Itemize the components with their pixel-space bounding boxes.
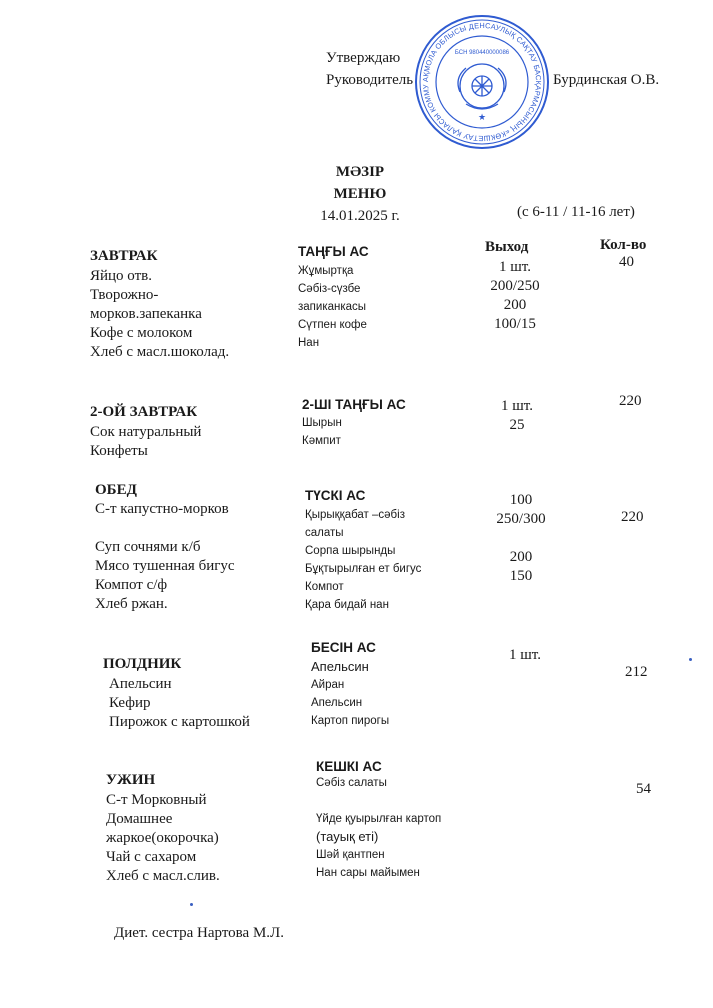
output-value: 1 шт. bbox=[501, 398, 533, 414]
output-value: 200 bbox=[509, 549, 533, 565]
second-breakfast-title-kz: 2-ШІ ТАҢҒЫ АС bbox=[302, 397, 406, 412]
svg-text:БСН 980440000086: БСН 980440000086 bbox=[454, 50, 510, 56]
list-item: Сок натуральный bbox=[90, 424, 202, 440]
list-item: Бұқтырылған ет бигус bbox=[305, 563, 422, 575]
output-value: 200 bbox=[503, 297, 527, 313]
list-item: Нан bbox=[298, 337, 320, 349]
list-item: Домашнее bbox=[106, 811, 173, 827]
list-item: Қара бидай нан bbox=[305, 599, 389, 611]
lunch-title-kz: ТҮСКІ АС bbox=[305, 488, 366, 503]
list-item: Яйцо отв. bbox=[90, 268, 152, 284]
scan-dot bbox=[190, 903, 193, 906]
list-item: Хлеб с масл.слив. bbox=[106, 868, 220, 884]
output-value: 1 шт. bbox=[509, 647, 541, 663]
list-item: Шырын bbox=[302, 417, 342, 429]
list-item: жаркое(окорочка) bbox=[106, 830, 219, 846]
breakfast-qty: 40 bbox=[619, 254, 634, 270]
list-item: Апельсин bbox=[311, 659, 369, 674]
output-header: Выход bbox=[485, 239, 529, 255]
list-item: Хлеб ржан. bbox=[95, 596, 168, 612]
snack-title-ru: ПОЛДНИК bbox=[103, 656, 182, 672]
dinner-title-kz: КЕШКІ АС bbox=[316, 759, 382, 774]
snack-qty: 212 bbox=[625, 664, 648, 680]
list-item: Хлеб с масл.шоколад. bbox=[90, 344, 230, 360]
list-item: Творожно- bbox=[90, 287, 159, 303]
svg-text:АҚМОЛА ОБЛЫСЫ ДЕНСАУЛЫҚ САҚТАУ: АҚМОЛА ОБЛЫСЫ ДЕНСАУЛЫҚ САҚТАУ БАСҚАРМАСЫНЫҢ «КӨКШЕТАУ ҚАЛАСЫ КОММУ bbox=[420, 20, 544, 144]
second-breakfast-title-ru: 2-ОЙ ЗАВТРАК bbox=[90, 404, 198, 420]
list-item: Үйде қуырылған картоп bbox=[316, 813, 442, 825]
breakfast-items-ru bbox=[90, 267, 229, 362]
dietitian-signature: Диет. сестра Нартова М.Л. bbox=[114, 925, 284, 941]
list-item: Жұмыртқа bbox=[298, 265, 354, 277]
list-item: Мясо тушенная бигус bbox=[95, 558, 235, 574]
list-item: Нан сары майымен bbox=[316, 867, 420, 879]
title-kz: МӘЗІР bbox=[335, 164, 385, 180]
list-item: Суп сочнями к/б bbox=[95, 539, 201, 555]
head-name: Бурдинская О.В. bbox=[553, 72, 660, 88]
breakfast-title-kz: ТАҢҒЫ АС bbox=[298, 244, 369, 259]
scan-dot bbox=[689, 658, 692, 661]
list-item: Кефир bbox=[109, 695, 151, 711]
dinner-items-kz bbox=[316, 777, 516, 897]
output-value: 100 bbox=[509, 492, 533, 508]
list-item: Компот bbox=[305, 581, 344, 593]
lunch-title-ru: ОБЕД bbox=[95, 482, 137, 498]
dinner-title-ru: УЖИН bbox=[106, 772, 156, 788]
list-item: Шәй қантпен bbox=[316, 849, 385, 861]
title-ru: МЕНЮ bbox=[333, 186, 387, 202]
list-item: морков.запеканка bbox=[90, 306, 202, 322]
list-item: Сәбіз салаты bbox=[316, 777, 387, 789]
breakfast-title-ru: ЗАВТРАК bbox=[90, 248, 158, 264]
list-item: Конфеты bbox=[90, 443, 148, 459]
qty-header: Кол-во bbox=[600, 237, 647, 253]
snack-items-ru bbox=[109, 675, 250, 732]
list-item: Сәбіз-сүзбе bbox=[298, 283, 361, 295]
dinner-qty: 54 bbox=[636, 781, 651, 797]
output-value: 250/300 bbox=[496, 511, 546, 527]
list-item bbox=[95, 519, 235, 538]
lunch-items-kz bbox=[305, 506, 421, 614]
snack-items-kz bbox=[311, 658, 389, 730]
list-item: Апельсин bbox=[109, 676, 172, 692]
head-label: Руководитель bbox=[326, 72, 414, 88]
list-item: Айран bbox=[311, 679, 345, 691]
output-value: 25 bbox=[509, 417, 525, 433]
list-item: Компот с/ф bbox=[95, 577, 168, 593]
snack-output bbox=[480, 647, 570, 664]
output-value: 200/250 bbox=[490, 278, 540, 294]
lunch-items-ru bbox=[95, 500, 235, 614]
list-item: Апельсин bbox=[311, 697, 363, 709]
list-item: Сүтпен кофе bbox=[298, 319, 367, 331]
svg-text:★: ★ bbox=[477, 112, 487, 122]
list-item: С-т Морковный bbox=[106, 792, 207, 808]
list-item: запиканкасы bbox=[298, 301, 367, 313]
lunch-output bbox=[476, 491, 566, 586]
list-item: Пирожок с картошкой bbox=[109, 714, 250, 730]
list-item: Чай с сахаром bbox=[106, 849, 197, 865]
lunch-qty: 220 bbox=[621, 509, 644, 525]
age-range: (с 6-11 / 11-16 лет) bbox=[517, 204, 635, 220]
list-item: Кәмпит bbox=[302, 435, 341, 447]
list-item: салаты bbox=[305, 527, 344, 539]
list-item: С-т капустно-морков bbox=[95, 501, 229, 517]
output-value: 1 шт. bbox=[499, 259, 531, 275]
output-value bbox=[476, 529, 566, 548]
list-item: (тауық еті) bbox=[316, 829, 379, 844]
list-item: Қырыққабат –сәбіз bbox=[305, 509, 405, 521]
list-item: Кофе с молоком bbox=[90, 325, 193, 341]
second-breakfast-output bbox=[472, 397, 562, 435]
dinner-items-ru bbox=[106, 791, 220, 886]
breakfast-output bbox=[470, 258, 560, 334]
list-item: Картоп пирогы bbox=[311, 715, 390, 727]
menu-date: 14.01.2025 г. bbox=[320, 208, 400, 224]
snack-title-kz: БЕСІН АС bbox=[311, 640, 376, 655]
output-value: 150 bbox=[509, 568, 533, 584]
second-breakfast-items-ru bbox=[90, 423, 201, 461]
second-breakfast-items-kz bbox=[302, 414, 342, 450]
list-item: Сорпа шырынды bbox=[305, 545, 396, 557]
official-stamp bbox=[414, 14, 550, 150]
second-breakfast-qty: 220 bbox=[619, 393, 642, 409]
approve-label: Утверждаю bbox=[326, 50, 401, 66]
breakfast-items-kz bbox=[298, 262, 367, 352]
output-value: 100/15 bbox=[494, 316, 536, 332]
